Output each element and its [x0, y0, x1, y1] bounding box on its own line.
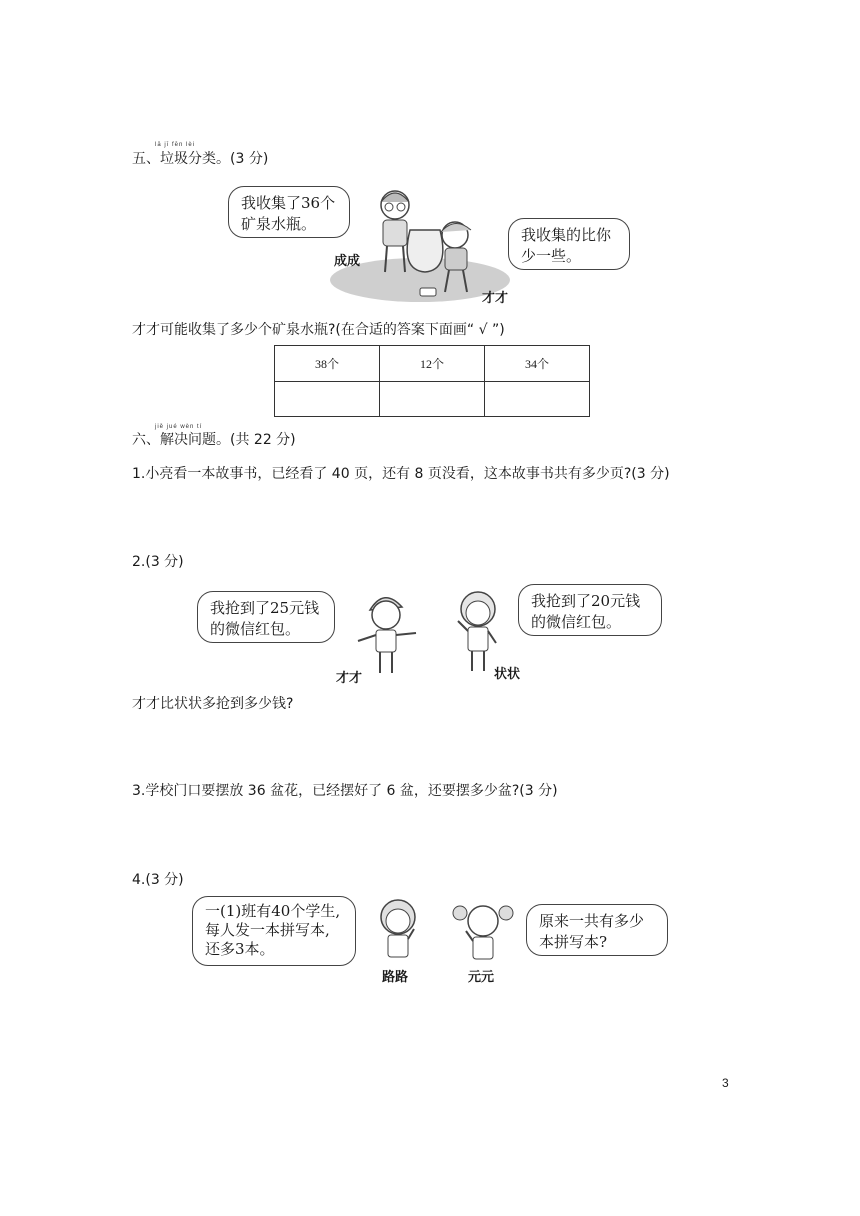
girl-lulu-illustration: [368, 895, 428, 965]
answer-cell[interactable]: [485, 382, 590, 417]
boy-caicai-illustration: [350, 585, 430, 680]
question-2-text: 才才比状状多抢到多少钱?: [132, 696, 294, 712]
speech-bubble-yuanyuan: [526, 904, 668, 956]
bubble-line: 矿泉水瓶。: [241, 215, 317, 233]
section5-question: 才才可能收集了多少个矿泉水瓶?(在合适的答案下面画“ √ ”): [132, 322, 505, 338]
girl-yuanyuan-illustration: [448, 897, 518, 965]
question-4-label: 4.(3 分): [132, 872, 184, 888]
section6-title: 六、解决问题。(共 22 分): [132, 432, 296, 448]
bubble-line: 我收集的比你: [521, 226, 612, 244]
bubble-line: 还多3本。: [205, 940, 275, 958]
speech-bubble-zhuangzhuang: [518, 584, 662, 636]
bubble-line: 我抢到了25元钱: [210, 599, 320, 617]
bubble-line: 少一些。: [521, 247, 582, 265]
bubble-line: 我抢到了20元钱: [531, 592, 641, 610]
page-number: 3: [722, 1076, 729, 1090]
speech-bubble-lulu: [192, 896, 356, 966]
name-zhuangzhuang: 状状: [494, 667, 521, 682]
section5-pinyin: lā jī fēn lèi: [155, 142, 196, 148]
answer-cell[interactable]: [380, 382, 485, 417]
question-1: 1.小亮看一本故事书，已经看了 40 页，还有 8 页没看，这本故事书共有多少页?(3 分): [132, 466, 670, 482]
bubble-line: 的微信红包。: [531, 613, 622, 631]
section6-pinyin: jiě jué wèn tí: [155, 424, 203, 430]
speech-bubble-caicai: [197, 591, 335, 643]
option-cell: 34个: [485, 346, 590, 382]
speech-bubble-caicai: [508, 218, 630, 270]
question-2-label: 2.(3 分): [132, 554, 184, 570]
section5-title: 五、垃圾分类。(3 分): [132, 151, 269, 167]
name-lulu: 路路: [382, 970, 409, 985]
answer-cell[interactable]: [275, 382, 380, 417]
bubble-line: 原来一共有多少: [539, 912, 645, 930]
name-caicai: 才才: [482, 291, 509, 306]
option-cell: 38个: [275, 346, 380, 382]
bubble-line: 一(1)班有40个学生,: [205, 902, 341, 920]
question-3: 3.学校门口要摆放 36 盆花，已经摆好了 6 盆，还要摆多少盆?(3 分): [132, 783, 558, 799]
option-cell: 12个: [380, 346, 485, 382]
name-chengcheng: 成成: [334, 254, 361, 269]
answer-table: [274, 345, 590, 417]
name-caicai: 才才: [336, 671, 363, 686]
bubble-line: 本拼写本?: [539, 933, 608, 951]
bubble-line: 的微信红包。: [210, 620, 301, 638]
bubble-line: 我收集了36个: [241, 194, 336, 212]
bubble-line: 每人发一本拼写本,: [205, 921, 330, 939]
name-yuanyuan: 元元: [468, 970, 495, 985]
